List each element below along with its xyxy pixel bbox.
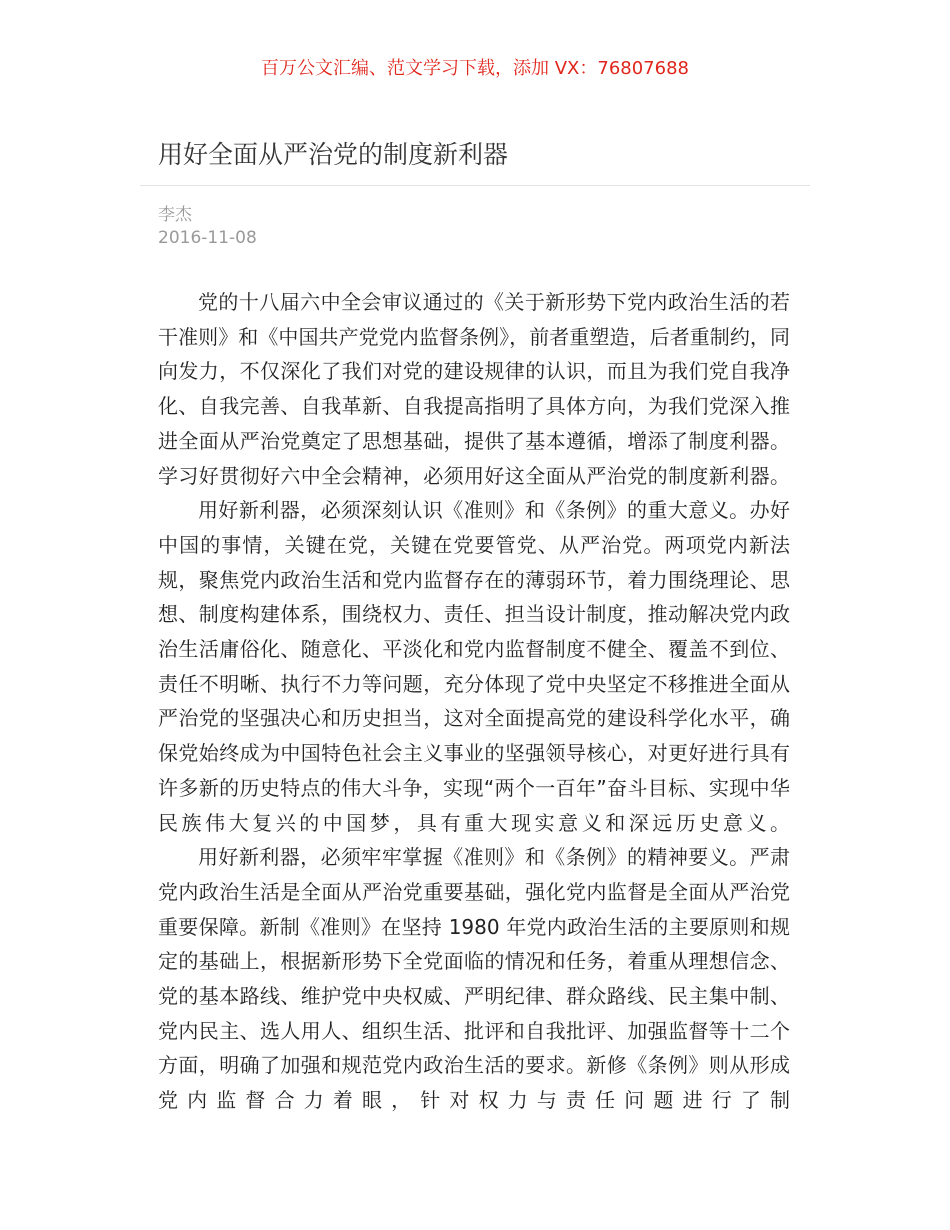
article-title: 用好全面从严治党的制度新利器 <box>158 140 509 169</box>
promo-banner: 百万公文汇编、范文学习下载，添加 VX：76807688 <box>261 58 689 79</box>
title-divider <box>140 185 810 186</box>
article-paragraph: 用好新利器，必须深刻认识《准则》和《条例》的重大意义。办好中国的事情，关键在党，关键在党要管党、从严治党。两项党内新法规，聚焦党内政治生活和党内监督存在的薄弱环节，着力围绕理论、思想、制度构建体系，围绕权力、责任、担当设计制度，推动解决党内政治生活庸俗化、随意化、平淡化和党内监督制度不健全、覆盖不到位、责任不明晰、执行不力等问题，充分体现了党中央坚定不移推进全面从严治党的坚强决心和历史担当，这对全面提高党的建设科学化水平，确保党始终成为中国特色社会主义事业的坚强领导核心，对更好进行具有许多新的历史特点的伟大斗争，实现“两个一百年”奋斗目标、实现中华民族伟大复兴的中国梦，具有重大现实意义和深远历史意义。 <box>158 498 790 835</box>
article-date: 2016-11-08 <box>158 228 257 248</box>
article-author: 李杰 <box>158 205 192 225</box>
article-body <box>158 285 790 1118</box>
article-paragraph: 党的十八届六中全会审议通过的《关于新形势下党内政治生活的若干准则》和《中国共产党党内监督条例》，前者重塑造，后者重制约，同向发力，不仅深化了我们对党的建设规律的认识，而且为我们党自我净化、自我完善、自我革新、自我提高指明了具体方向，为我们党深入推进全面从严治党奠定了思想基础，提供了基本遵循，增添了制度利器。学习好贯彻好六中全会精神，必须用好这全面从严治党的制度新利器。 <box>158 290 790 488</box>
article-paragraph: 用好新利器，必须牢牢掌握《准则》和《条例》的精神要义。严肃党内政治生活是全面从严治党重要基础，强化党内监督是全面从严治党重要保障。新制《准则》在坚持 1980 年党内政治生活的主要原则和规定的基础上，根据新形势下全党面临的情况和任务，着重从理想信念、党的基本路线、维护党中央权威、严明纪律、群众路线、民主集中制、党内民主、选人用人、组织生活、批评和自我批评、加强监督等十二个方面，明确了加强和规范党内政治生活的要求。新修《条例》则从形成党内监督合力着眼，针对权力与责任问题进行了制 <box>158 845 790 1113</box>
